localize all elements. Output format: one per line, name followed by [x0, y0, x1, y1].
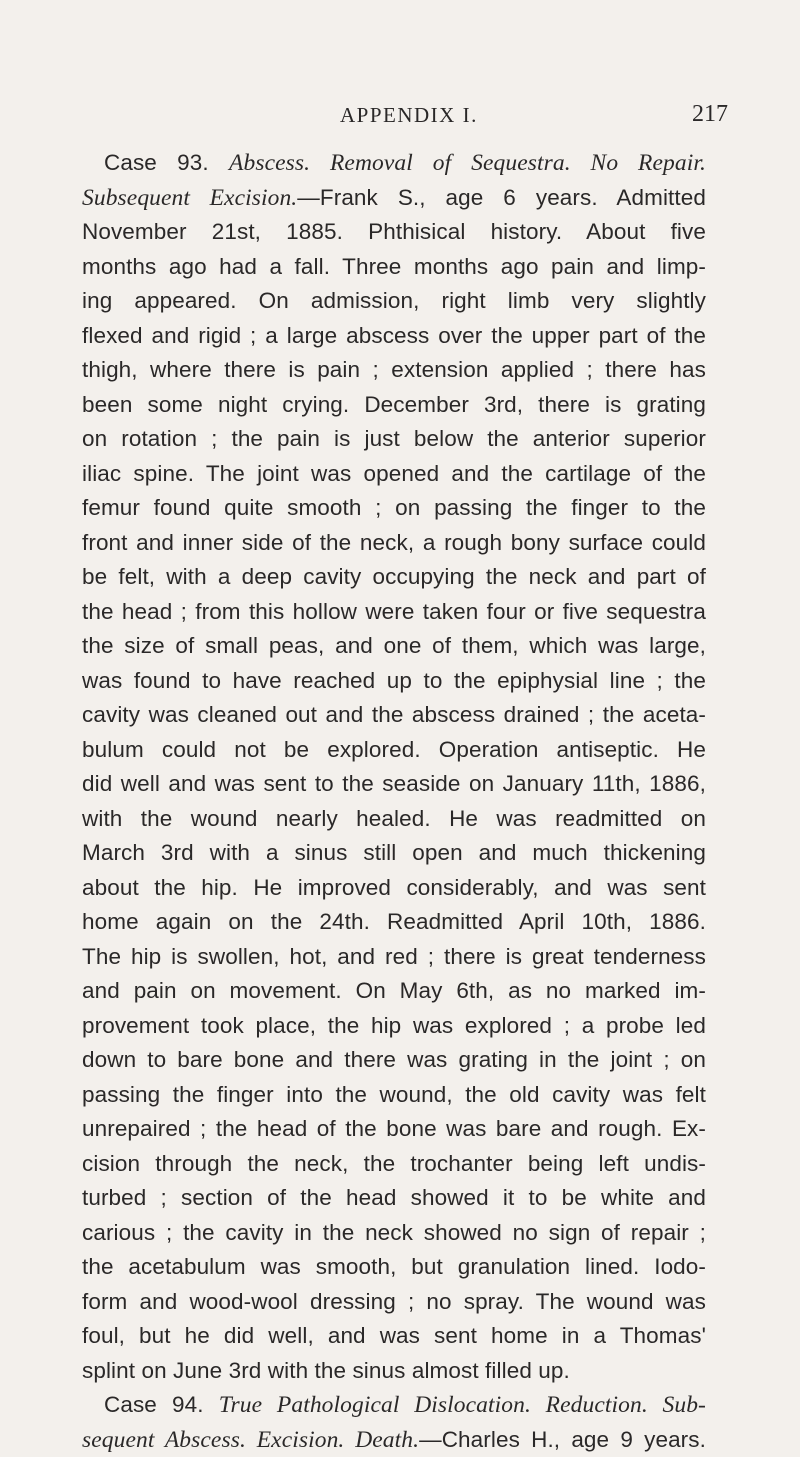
text-run: Case 93.	[104, 150, 229, 175]
text-line	[82, 319, 706, 354]
text-line	[82, 974, 706, 1009]
text-line	[82, 457, 706, 492]
text-run: form and wood-wool dressing ; no spray. The wound was	[82, 1289, 706, 1314]
text-line	[82, 905, 706, 940]
text-line	[82, 629, 706, 664]
text-run: and pain on movement. On May 6th, as no marked im-	[82, 978, 706, 1003]
text-line	[82, 1043, 706, 1078]
text-run: be felt, with a deep cavity occupying the neck and part of	[82, 564, 706, 589]
text-line	[82, 802, 706, 837]
text-line	[82, 940, 706, 975]
text-line	[82, 1216, 706, 1251]
text-line	[82, 422, 706, 457]
text-line	[82, 767, 706, 802]
text-line	[82, 1423, 706, 1457]
text-line	[82, 733, 706, 768]
text-line	[82, 664, 706, 699]
text-run: splint on June 3rd with the sinus almost filled up.	[82, 1358, 570, 1383]
text-run: front and inner side of the neck, a rough bony surface could	[82, 530, 706, 555]
text-line	[82, 871, 706, 906]
text-line	[82, 1112, 706, 1147]
running-title: APPENDIX I.	[340, 103, 478, 128]
text-run: —Frank S., age 6 years. Admitted	[297, 185, 706, 210]
running-head	[0, 103, 800, 137]
text-line	[82, 1181, 706, 1216]
text-run: flexed and rigid ; a large abscess over the upper part of the	[82, 323, 706, 348]
text-run: was found to have reached up to the epiphysial line ; the	[82, 668, 706, 693]
text-run: November 21st, 1885. Phthisical history. About five	[82, 219, 706, 244]
text-run: iliac spine. The joint was opened and the cartilage of the	[82, 461, 706, 486]
text-run: unrepaired ; the head of the bone was bare and rough. Ex-	[82, 1116, 706, 1141]
text-line	[82, 1354, 706, 1389]
text-run: been some night crying. December 3rd, there is grating	[82, 392, 706, 417]
text-run: did well and was sent to the seaside on January 11th, 1886,	[82, 771, 706, 796]
text-run: down to bare bone and there was grating in the joint ; on	[82, 1047, 706, 1072]
text-run: femur found quite smooth ; on passing the finger to the	[82, 495, 706, 520]
text-run: ing appeared. On admission, right limb very slightly	[82, 288, 706, 313]
text-run: foul, but he did well, and was sent home in a Thomas'	[82, 1323, 706, 1348]
text-line	[82, 284, 706, 319]
text-run: turbed ; section of the head showed it to be white and	[82, 1185, 706, 1210]
text-line	[82, 1250, 706, 1285]
text-line	[82, 1285, 706, 1320]
text-line	[82, 526, 706, 561]
text-line	[82, 146, 706, 181]
text-run: Case 94.	[104, 1392, 219, 1417]
text-run: home again on the 24th. Readmitted April 10th, 1886.	[82, 909, 706, 934]
text-run: —Charles H., age 9 years.	[419, 1427, 706, 1452]
text-line	[82, 215, 706, 250]
text-run: March 3rd with a sinus still open and much thickening	[82, 840, 706, 865]
text-line	[82, 1388, 706, 1423]
text-run: cision through the neck, the trochanter being left undis-	[82, 1151, 706, 1176]
text-run: The hip is swollen, hot, and red ; there is great tenderness	[82, 944, 706, 969]
text-line	[82, 181, 706, 216]
text-run: thigh, where there is pain ; extension applied ; there has	[82, 357, 706, 382]
text-line	[82, 1147, 706, 1182]
text-run: the size of small peas, and one of them, which was large,	[82, 633, 706, 658]
text-line	[82, 560, 706, 595]
text-line	[82, 1078, 706, 1113]
page-number: 217	[692, 101, 728, 128]
body-text	[82, 146, 706, 1457]
italic-text: Subsequent Excision.	[82, 185, 297, 211]
text-line	[82, 250, 706, 285]
text-run: the acetabulum was smooth, but granulation lined. Iodo-	[82, 1254, 706, 1279]
text-line	[82, 353, 706, 388]
text-run: on rotation ; the pain is just below the anterior superior	[82, 426, 706, 451]
text-run: bulum could not be explored. Operation antiseptic. He	[82, 737, 706, 762]
text-line	[82, 595, 706, 630]
italic-text: True Pathological Dislocation. Reduction. Sub-	[219, 1392, 706, 1418]
text-line	[82, 491, 706, 526]
text-run: cavity was cleaned out and the abscess drained ; the aceta-	[82, 702, 706, 727]
text-line	[82, 836, 706, 871]
text-line	[82, 1009, 706, 1044]
text-line	[82, 388, 706, 423]
text-run: with the wound nearly healed. He was readmitted on	[82, 806, 706, 831]
italic-text: sequent Abscess. Excision. Death.	[82, 1427, 419, 1453]
italic-text: Abscess. Removal of Sequestra. No Repair.	[229, 150, 706, 176]
text-run: passing the finger into the wound, the old cavity was felt	[82, 1082, 706, 1107]
text-run: the head ; from this hollow were taken four or five sequestra	[82, 599, 706, 624]
text-run: months ago had a fall. Three months ago pain and limp-	[82, 254, 706, 279]
text-run: about the hip. He improved considerably, and was sent	[82, 875, 706, 900]
text-line	[82, 698, 706, 733]
text-run: carious ; the cavity in the neck showed no sign of repair ;	[82, 1220, 706, 1245]
text-line	[82, 1319, 706, 1354]
text-run: provement took place, the hip was explored ; a probe led	[82, 1013, 706, 1038]
